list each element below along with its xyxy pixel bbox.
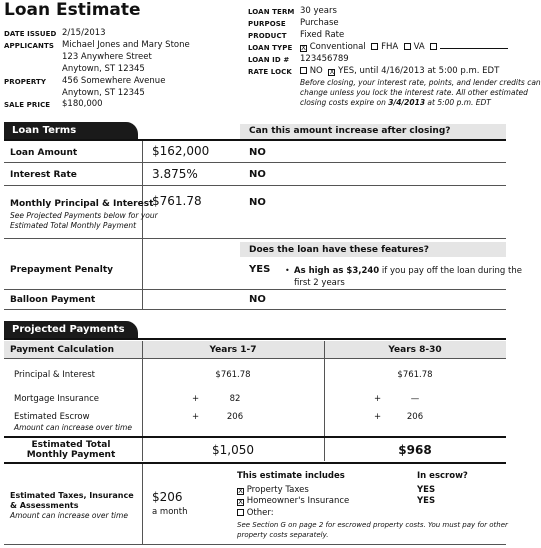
plus-sign: + [374,394,382,404]
estimated-total-line2: Monthly Payment [26,450,116,460]
projected-rule [4,338,506,340]
rate-lock-yes-checkbox[interactable]: X [329,68,335,76]
mortgage-insurance-label: Mortgage Insurance [14,394,99,404]
other-item [237,508,274,518]
escrow-years-1-7: 206 [226,412,244,422]
estimated-total-line1: Estimated Total [31,440,111,450]
total-divider [4,436,506,438]
escrow-note: Amount can increase over time [14,423,132,432]
years-8-30-header: Years 8-30 [388,345,442,355]
date-issued-value: 2/15/2013 [62,28,106,38]
estimated-total-label [4,440,138,460]
homeowners-insurance-item [237,496,349,506]
rate-lock-label: RATE LOCK [248,68,292,76]
property-taxes-item [237,485,309,495]
date-issued-label: DATE ISSUED [4,30,57,38]
rate-lock-yes-option: YES, until 4/16/2013 at 5:00 p.m. EDT [338,66,500,76]
plus-sign: + [374,412,382,422]
rate-lock-note-line2: change unless you lock the interest rate. All other estimated [300,88,528,97]
property-taxes-checkbox[interactable]: X [238,487,243,495]
bullet: • [285,266,290,275]
total-years-8-30: $968 [398,443,432,457]
loan-amount-label: Loan Amount [10,148,78,158]
rate-lock-no-checkbox[interactable] [300,67,307,74]
plus-sign: + [192,412,200,422]
row-divider [4,185,506,186]
loan-type-label: LOAN TYPE [248,44,293,52]
escrow-years-8-30: 206 [406,412,424,422]
monthly-pi-note-line1: See Projected Payments below for your [10,211,158,220]
projected-payments-tab: Projected Payments [4,321,138,339]
sale-price-label: SALE PRICE [4,101,51,109]
purpose-value: Purchase [300,18,339,28]
product-value: Fixed Rate [300,30,345,40]
fha-checkbox[interactable] [371,43,378,50]
monthly-pi-note [10,211,158,231]
homeowners-insurance-checkbox[interactable]: X [238,498,243,506]
property-taxes-escrow: YES [417,485,436,495]
va-option: VA [413,42,425,52]
years-1-7-header: Years 1-7 [209,345,257,355]
row-divider [4,358,506,359]
taxes-period: a month [152,507,188,517]
total-years-1-7: $1,050 [212,443,254,457]
prepayment-penalty-label: Prepayment Penalty [10,265,114,275]
pi-years-8-30: $761.78 [397,370,433,380]
monthly-pi-note-line2: Estimated Total Monthly Payment [10,221,137,230]
rate-lock-no-option: NO [309,66,323,76]
prepayment-penalty-detail: As high as $3,240 if you pay off the loan during the first 2 years [294,266,522,288]
interest-rate-answer: NO [249,169,266,180]
applicants-name: Michael Jones and Mary Stone [62,40,190,50]
applicants-address-line2: Anytown, ST 12345 [62,64,145,74]
in-escrow-header: In escrow? [417,471,468,481]
interest-rate-value: 3.875% [152,167,198,181]
conventional-option: Conventional [309,42,366,52]
taxes-amount: $206 [152,490,183,504]
taxes-line1: Estimated Taxes, Insurance [10,491,134,500]
property-taxes-label: Property Taxes [246,485,309,495]
homeowners-insurance-escrow: YES [417,496,436,506]
section-g-note-line1: See Section G on page 2 for escrowed property costs. You must pay for other [237,521,508,529]
applicants-label: APPLICANTS [4,42,54,50]
other-checkbox[interactable] [237,509,244,516]
includes-header: This estimate includes [237,471,345,481]
rate-lock-note-line3: closing costs expire on 3/4/2013 at 5:00 p.m. EDT [300,98,491,107]
mi-years-1-7: 82 [229,394,241,404]
product-label: PRODUCT [248,32,287,40]
balloon-payment-label: Balloon Payment [10,295,96,305]
fha-option: FHA [381,42,399,52]
property-address-line1: 456 Somewhere Avenue [62,76,166,86]
loan-id-label: LOAN ID # [248,56,290,64]
loan-terms-tab: Loan Terms [4,122,138,140]
monthly-pi-label: Monthly Principal & Interest [10,199,154,209]
conventional-checkbox[interactable]: X [301,44,306,52]
balloon-payment-answer: NO [249,294,266,305]
mi-years-8-30: — [410,394,420,404]
monthly-pi-value: $761.78 [152,194,202,208]
taxes-divider-vertical [142,464,143,544]
other-loan-type-line [440,42,508,49]
loan-term-value: 30 years [300,6,337,16]
sale-price-value: $180,000 [62,99,103,109]
increase-question: Can this amount increase after closing? [249,126,451,136]
section-g-note [237,520,508,540]
taxes-divider [4,462,506,464]
row-divider [4,162,506,163]
taxes-line2: & Assessments [10,501,79,510]
property-label: PROPERTY [4,78,47,86]
loan-type-options [300,42,508,52]
section-g-note-line2: property costs separately. [237,531,329,539]
payment-calculation-header: Payment Calculation [10,345,114,355]
loan-id-value: 123456789 [300,54,349,64]
principal-interest-label: Principal & Interest [14,370,96,380]
loan-terms-rule [4,139,506,141]
rate-lock-options [300,66,499,76]
loan-amount-value: $162,000 [152,144,210,158]
loan-amount-answer: NO [249,147,266,158]
monthly-pi-answer: NO [249,197,266,208]
applicants-address-line1: 123 Anywhere Street [62,52,152,62]
other-label: Other: [246,508,274,518]
interest-rate-label: Interest Rate [10,170,77,180]
plus-sign: + [192,394,200,404]
row-divider [4,238,506,239]
bottom-rule [4,544,506,545]
prepayment-penalty-answer: YES [249,264,271,275]
rate-lock-note [300,78,541,108]
pi-years-1-7: $761.78 [215,370,251,380]
features-question: Does the loan have these features? [249,245,429,255]
rate-lock-note-line1: Before closing, your interest rate, points, and lender credits can [300,78,541,87]
other-loan-type-checkbox[interactable] [430,43,437,50]
purpose-label: PURPOSE [248,20,286,28]
loan-term-label: LOAN TERM [248,8,295,16]
va-checkbox[interactable] [404,43,411,50]
page-title: Loan Estimate [4,0,141,20]
homeowners-insurance-label: Homeowner's Insurance [246,496,350,506]
property-address-line2: Anytown, ST 12345 [62,88,145,98]
row-divider [4,289,506,290]
row-divider [4,309,506,310]
estimated-escrow-label: Estimated Escrow [14,412,90,422]
taxes-insurance-label [10,491,134,511]
taxes-note: Amount can increase over time [10,511,128,520]
